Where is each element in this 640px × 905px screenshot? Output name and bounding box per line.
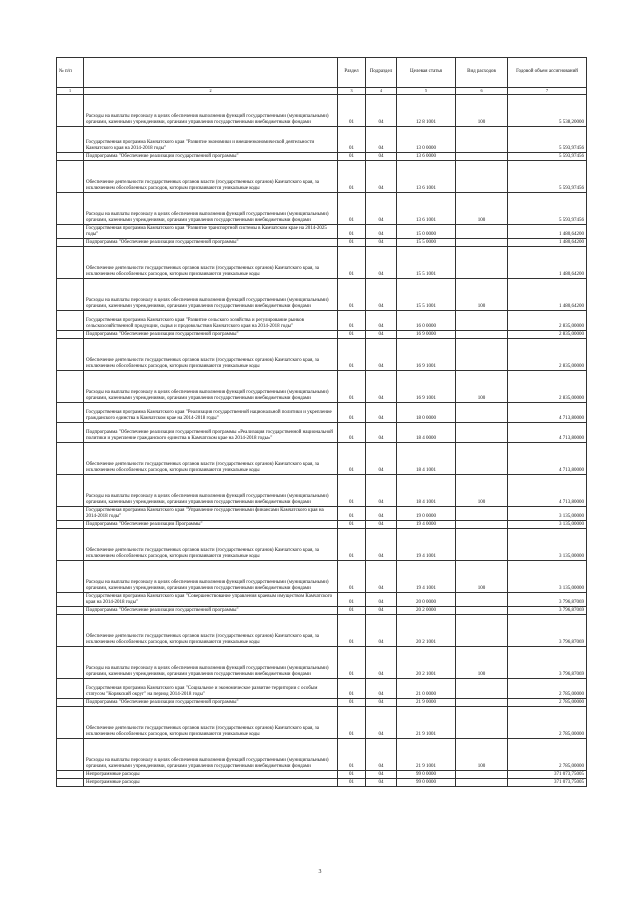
row-expense-type-cell: [456, 771, 508, 779]
row-volume-cell: 1 480,64200: [508, 279, 587, 311]
table-row: [57, 403, 587, 423]
table-row: [57, 739, 587, 771]
row-number-cell: [57, 607, 84, 615]
row-volume-cell: 4 713,80000: [508, 443, 587, 475]
table-row: [57, 339, 587, 371]
row-target-cell: 15 5 0000: [397, 239, 456, 247]
row-section-cell: 01: [338, 423, 366, 443]
row-subsection-cell: 04: [366, 647, 397, 679]
row-target-cell: 19 4 0000: [397, 521, 456, 529]
row-number-cell: [57, 153, 84, 161]
row-expense-type-cell: [456, 699, 508, 707]
row-subsection-cell: 04: [366, 529, 397, 561]
row-subsection-cell: 04: [366, 593, 397, 607]
table-header: [57, 58, 587, 88]
row-volume-cell: 2 835,00000: [508, 331, 587, 339]
table-row: [57, 561, 587, 593]
row-number-cell: [57, 529, 84, 561]
row-volume-cell: 2 835,00000: [508, 311, 587, 331]
table-row: [57, 193, 587, 225]
row-subsection-cell: 04: [366, 423, 397, 443]
row-target-cell: 18 4 1001: [397, 475, 456, 507]
row-section-cell: 01: [338, 529, 366, 561]
header-expense-type: Вид расходов: [456, 58, 508, 88]
row-expense-type-cell: [456, 521, 508, 529]
table-row: [57, 153, 587, 161]
row-name-cell: Обеспечение деятельности государственных органов власти (государственных органов) Камчатского края, за исключением обособленных расходов, которым присваиваются уникальные коды: [84, 707, 338, 739]
row-section-cell: 01: [338, 779, 366, 787]
header-annual-volume: Годовой объем ассигнований: [508, 58, 587, 88]
header-name: [84, 58, 338, 88]
row-name-cell: Расходы на выплаты персоналу в целях обеспечения выполнения функций государственными (муниципальными) органами, казенными учреждениями, органами управления государственными внебюджетными фондами: [84, 739, 338, 771]
table-row: [57, 607, 587, 615]
row-number-cell: [57, 239, 84, 247]
row-section-cell: 01: [338, 647, 366, 679]
row-number-cell: [57, 423, 84, 443]
row-volume-cell: 371 073,75005: [508, 779, 587, 787]
row-volume-cell: 4 713,80000: [508, 475, 587, 507]
table-row: [57, 615, 587, 647]
table-row: [57, 521, 587, 529]
row-subsection-cell: 04: [366, 707, 397, 739]
row-name-cell: Расходы на выплаты персоналу в целях обеспечения выполнения функций государственными (муниципальными) органами, казенными учреждениями, органами управления государственными внебюджетными фондами: [84, 647, 338, 679]
row-target-cell: 21 0 0000: [397, 679, 456, 699]
row-expense-type-cell: 100: [456, 739, 508, 771]
row-name-cell: Обеспечение деятельности государственных органов власти (государственных органов) Камчатского края, за исключением обособленных расходов, которым присваиваются уникальные коды: [84, 339, 338, 371]
row-section-cell: 01: [338, 331, 366, 339]
row-number-cell: [57, 311, 84, 331]
row-expense-type-cell: [456, 239, 508, 247]
row-subsection-cell: 04: [366, 699, 397, 707]
row-name-cell: Обеспечение деятельности государственных органов власти (государственных органов) Камчатского края, за исключением обособленных расходов, которым присваиваются уникальные коды: [84, 529, 338, 561]
row-number-cell: [57, 739, 84, 771]
row-expense-type-cell: [456, 607, 508, 615]
row-subsection-cell: 04: [366, 371, 397, 403]
row-volume-cell: 1 480,64200: [508, 239, 587, 247]
row-name-cell: Государственная программа Камчатского края "Совершенствование управления краевым имуществом Камчатского края на 2014-2018 годы": [84, 593, 338, 607]
row-expense-type-cell: [456, 423, 508, 443]
row-target-cell: 15 5 1001: [397, 279, 456, 311]
row-name-cell: Подпрограмма "Обеспечение реализации Программы": [84, 521, 338, 529]
row-name-cell: Расходы на выплаты персоналу в целях обеспечения выполнения функций государственными (муниципальными) органами, казенными учреждениями, органами управления государственными внебюджетными фондами: [84, 193, 338, 225]
row-subsection-cell: 04: [366, 403, 397, 423]
row-number-cell: [57, 371, 84, 403]
row-target-cell: 19 4 1001: [397, 529, 456, 561]
row-expense-type-cell: 100: [456, 475, 508, 507]
row-section-cell: 01: [338, 403, 366, 423]
row-target-cell: 13 6 0000: [397, 153, 456, 161]
row-number-cell: [57, 779, 84, 787]
row-subsection-cell: 04: [366, 339, 397, 371]
row-section-cell: 01: [338, 339, 366, 371]
row-expense-type-cell: [456, 153, 508, 161]
row-volume-cell: 3 796,87069: [508, 647, 587, 679]
row-volume-cell: 4 713,80000: [508, 423, 587, 443]
row-expense-type-cell: [456, 225, 508, 239]
header-num: № п/п: [57, 58, 84, 88]
row-number-cell: [57, 279, 84, 311]
row-volume-cell: 2 785,00000: [508, 679, 587, 699]
row-volume-cell: 5 593,97456: [508, 193, 587, 225]
row-expense-type-cell: [456, 779, 508, 787]
row-target-cell: 21 9 1001: [397, 707, 456, 739]
row-volume-cell: 5 538,20000: [508, 95, 587, 127]
row-target-cell: 16 9 1001: [397, 371, 456, 403]
row-number-cell: [57, 561, 84, 593]
row-volume-cell: 3 135,00000: [508, 529, 587, 561]
row-volume-cell: 3 135,00000: [508, 521, 587, 529]
column-index-row: [57, 88, 587, 95]
row-target-cell: 15 0 0000: [397, 225, 456, 239]
row-number-cell: [57, 647, 84, 679]
table-row: [57, 475, 587, 507]
row-number-cell: [57, 771, 84, 779]
row-section-cell: 01: [338, 699, 366, 707]
index-cell: 4: [366, 88, 397, 95]
row-name-cell: Государственная программа Камчатского края "Развитие транспортной системы в Камчатском крае на 2014-2025 годы": [84, 225, 338, 239]
row-expense-type-cell: 100: [456, 95, 508, 127]
row-expense-type-cell: [456, 443, 508, 475]
row-expense-type-cell: [456, 615, 508, 647]
row-number-cell: [57, 193, 84, 225]
row-subsection-cell: 04: [366, 153, 397, 161]
table-row: [57, 771, 587, 779]
table-row: [57, 279, 587, 311]
row-section-cell: 01: [338, 371, 366, 403]
budget-table: [56, 57, 587, 787]
row-target-cell: 21 9 0000: [397, 699, 456, 707]
row-expense-type-cell: [456, 593, 508, 607]
row-volume-cell: 3 135,00000: [508, 561, 587, 593]
table-row: [57, 239, 587, 247]
table-row: [57, 593, 587, 607]
row-number-cell: [57, 507, 84, 521]
row-section-cell: 01: [338, 161, 366, 193]
row-number-cell: [57, 331, 84, 339]
header-subsection: Подраздел: [366, 58, 397, 88]
row-volume-cell: 5 593,97456: [508, 161, 587, 193]
row-subsection-cell: 04: [366, 279, 397, 311]
row-section-cell: 01: [338, 239, 366, 247]
row-section-cell: 01: [338, 607, 366, 615]
row-subsection-cell: 04: [366, 193, 397, 225]
row-subsection-cell: 04: [366, 679, 397, 699]
row-number-cell: [57, 593, 84, 607]
row-volume-cell: 371 073,75005: [508, 771, 587, 779]
row-target-cell: 18 4 0000: [397, 423, 456, 443]
index-cell: 1: [57, 88, 84, 95]
row-name-cell: Обеспечение деятельности государственных органов власти (государственных органов) Камчатского края, за исключением обособленных расходов, которым присваиваются уникальные коды: [84, 161, 338, 193]
row-number-cell: [57, 615, 84, 647]
row-expense-type-cell: 100: [456, 561, 508, 593]
row-name-cell: Подпрограмма "Обеспечение реализации государственной программы": [84, 607, 338, 615]
row-target-cell: 13 0 0000: [397, 127, 456, 153]
row-subsection-cell: 04: [366, 521, 397, 529]
row-section-cell: 01: [338, 95, 366, 127]
row-volume-cell: 3 796,87069: [508, 593, 587, 607]
row-subsection-cell: 04: [366, 507, 397, 521]
table-row: [57, 707, 587, 739]
row-subsection-cell: 04: [366, 239, 397, 247]
row-target-cell: 19 4 1001: [397, 561, 456, 593]
index-cell: 7: [508, 88, 587, 95]
row-subsection-cell: 04: [366, 443, 397, 475]
index-cell: 3: [338, 88, 366, 95]
row-expense-type-cell: [456, 507, 508, 521]
header-target: Целевая статья: [397, 58, 456, 88]
row-number-cell: [57, 707, 84, 739]
table-row: [57, 225, 587, 239]
row-subsection-cell: 04: [366, 561, 397, 593]
row-target-cell: 19 0 0000: [397, 507, 456, 521]
row-name-cell: Государственная программа Камчатского края "Развитие экономики и внешнеэкономической деятельности Камчатского края на 2014-2018 годы": [84, 127, 338, 153]
table-body: [57, 88, 587, 787]
row-section-cell: 01: [338, 443, 366, 475]
row-expense-type-cell: [456, 331, 508, 339]
row-expense-type-cell: [456, 529, 508, 561]
row-name-cell: Государственная программа Камчатского края "Реализация государственной национальной политики и укрепление гражданского единства в Камчатском крае на 2014-2018 годы": [84, 403, 338, 423]
row-target-cell: 13 6 1001: [397, 193, 456, 225]
row-volume-cell: 1 480,64200: [508, 225, 587, 239]
index-cell: 6: [456, 88, 508, 95]
table-row: [57, 507, 587, 521]
row-section-cell: 01: [338, 127, 366, 153]
row-expense-type-cell: [456, 311, 508, 331]
row-expense-type-cell: 100: [456, 371, 508, 403]
row-expense-type-cell: 100: [456, 193, 508, 225]
row-target-cell: 20 2 0000: [397, 607, 456, 615]
row-section-cell: 01: [338, 771, 366, 779]
row-volume-cell: 5 593,97456: [508, 153, 587, 161]
row-section-cell: 01: [338, 193, 366, 225]
row-name-cell: Расходы на выплаты персоналу в целях обеспечения выполнения функций государственными (муниципальными) органами, казенными учреждениями, органами управления государственными внебюджетными фондами: [84, 561, 338, 593]
row-volume-cell: 3 796,87069: [508, 615, 587, 647]
row-subsection-cell: 04: [366, 739, 397, 771]
table-row: [57, 699, 587, 707]
table-row: [57, 679, 587, 699]
row-target-cell: 99 0 0000: [397, 771, 456, 779]
row-number-cell: [57, 95, 84, 127]
row-expense-type-cell: [456, 247, 508, 279]
table-row: [57, 247, 587, 279]
row-number-cell: [57, 247, 84, 279]
row-subsection-cell: 04: [366, 779, 397, 787]
row-target-cell: 16 0 0000: [397, 311, 456, 331]
table-row: [57, 647, 587, 679]
row-expense-type-cell: [456, 679, 508, 699]
row-name-cell: Расходы на выплаты персоналу в целях обеспечения выполнения функций государственными (муниципальными) органами, казенными учреждениями, органами управления государственными внебюджетными фондами: [84, 95, 338, 127]
row-target-cell: 13 6 1001: [397, 161, 456, 193]
row-name-cell: Обеспечение деятельности государственных органов власти (государственных органов) Камчатского края, за исключением обособленных расходов, которым присваиваются уникальные коды: [84, 443, 338, 475]
row-expense-type-cell: [456, 127, 508, 153]
row-expense-type-cell: [456, 161, 508, 193]
row-number-cell: [57, 521, 84, 529]
row-expense-type-cell: 100: [456, 279, 508, 311]
row-volume-cell: 5 593,97456: [508, 127, 587, 153]
row-section-cell: 01: [338, 279, 366, 311]
row-subsection-cell: 04: [366, 475, 397, 507]
row-volume-cell: 3 135,00000: [508, 507, 587, 521]
row-name-cell: Подпрограмма "Обеспечение реализации государственной программы": [84, 153, 338, 161]
row-name-cell: Подпрограмма "Обеспечение реализации государственной программы": [84, 699, 338, 707]
table-row: [57, 331, 587, 339]
row-subsection-cell: 04: [366, 311, 397, 331]
table-row: [57, 371, 587, 403]
row-section-cell: 01: [338, 707, 366, 739]
row-number-cell: [57, 225, 84, 239]
row-name-cell: Подпрограмма "Обеспечение реализации государственной программы «Реализация государственной национальной политики и укрепление гражданского единства в Камчатском крае на 2014-2018 годы»": [84, 423, 338, 443]
row-number-cell: [57, 403, 84, 423]
row-volume-cell: 2 785,00000: [508, 707, 587, 739]
row-name-cell: Государственная программа Камчатского края "Социальное и экономическое развитие территории с особым статусом "Корякский округ" на период 2014-2018 годы": [84, 679, 338, 699]
table-row: [57, 311, 587, 331]
row-expense-type-cell: [456, 707, 508, 739]
row-target-cell: 15 5 1001: [397, 247, 456, 279]
header-section: Раздел: [338, 58, 366, 88]
row-target-cell: 16 9 1001: [397, 339, 456, 371]
row-section-cell: 01: [338, 739, 366, 771]
row-name-cell: Расходы на выплаты персоналу в целях обеспечения выполнения функций государственными (муниципальными) органами, казенными учреждениями, органами управления государственными внебюджетными фондами: [84, 279, 338, 311]
row-name-cell: Государственная программа Камчатского края "Развитие сельского хозяйства и регулирование рынков сельскохозяйственной продукции, сырья и продовольствия Камчатского края на 2014-2018 годы": [84, 311, 338, 331]
row-volume-cell: 3 796,87069: [508, 607, 587, 615]
row-name-cell: Обеспечение деятельности государственных органов власти (государственных органов) Камчатского края, за исключением обособленных расходов, которым присваиваются уникальные коды: [84, 247, 338, 279]
row-number-cell: [57, 443, 84, 475]
row-section-cell: 01: [338, 593, 366, 607]
row-section-cell: 01: [338, 507, 366, 521]
row-section-cell: 01: [338, 679, 366, 699]
row-subsection-cell: 04: [366, 615, 397, 647]
table-row: [57, 779, 587, 787]
row-target-cell: 12 8 1001: [397, 95, 456, 127]
row-name-cell: Расходы на выплаты персоналу в целях обеспечения выполнения функций государственными (муниципальными) органами, казенными учреждениями, органами управления государственными внебюджетными фондами: [84, 475, 338, 507]
table-row: [57, 127, 587, 153]
row-volume-cell: 2 835,00000: [508, 371, 587, 403]
row-name-cell: Обеспечение деятельности государственных органов власти (государственных органов) Камчатского края, за исключением обособленных расходов, которым присваиваются уникальные коды: [84, 615, 338, 647]
row-name-cell: Расходы на выплаты персоналу в целях обеспечения выполнения функций государственными (муниципальными) органами, казенными учреждениями, органами управления государственными внебюджетными фондами: [84, 371, 338, 403]
row-section-cell: 01: [338, 521, 366, 529]
row-expense-type-cell: [456, 339, 508, 371]
row-target-cell: 18 0 0000: [397, 403, 456, 423]
row-name-cell: Подпрограмма "Обеспечение реализации государственной программы": [84, 239, 338, 247]
index-cell: 5: [397, 88, 456, 95]
row-volume-cell: 2 785,00000: [508, 739, 587, 771]
index-cell: 2: [84, 88, 338, 95]
table-row: [57, 443, 587, 475]
row-number-cell: [57, 161, 84, 193]
row-number-cell: [57, 339, 84, 371]
row-name-cell: Непрограммные расходы: [84, 779, 338, 787]
row-volume-cell: 1 480,64200: [508, 247, 587, 279]
row-volume-cell: 2 785,00000: [508, 699, 587, 707]
row-subsection-cell: 04: [366, 331, 397, 339]
row-target-cell: 16 9 0000: [397, 331, 456, 339]
row-expense-type-cell: 100: [456, 647, 508, 679]
row-target-cell: 99 0 0000: [397, 779, 456, 787]
row-target-cell: 20 2 1001: [397, 615, 456, 647]
page-number: 3: [318, 869, 322, 875]
row-target-cell: 20 0 0000: [397, 593, 456, 607]
row-number-cell: [57, 679, 84, 699]
row-volume-cell: 4 713,80000: [508, 403, 587, 423]
row-section-cell: 01: [338, 247, 366, 279]
row-subsection-cell: 04: [366, 225, 397, 239]
row-section-cell: 01: [338, 153, 366, 161]
row-subsection-cell: 04: [366, 161, 397, 193]
row-number-cell: [57, 475, 84, 507]
table-row: [57, 95, 587, 127]
row-volume-cell: 2 835,00000: [508, 339, 587, 371]
budget-table-sheet: [56, 57, 586, 787]
row-number-cell: [57, 127, 84, 153]
row-subsection-cell: 04: [366, 247, 397, 279]
row-name-cell: Государственная программа Камчатского края "Управление государственными финансами Камчатского края на 2014-2018 годы": [84, 507, 338, 521]
row-subsection-cell: 04: [366, 127, 397, 153]
row-target-cell: 18 4 1001: [397, 443, 456, 475]
table-row: [57, 423, 587, 443]
row-expense-type-cell: [456, 403, 508, 423]
row-target-cell: 21 9 1001: [397, 739, 456, 771]
row-section-cell: 01: [338, 225, 366, 239]
row-section-cell: 01: [338, 311, 366, 331]
table-row: [57, 161, 587, 193]
row-name-cell: Подпрограмма "Обеспечение реализации государственной программы": [84, 331, 338, 339]
row-subsection-cell: 04: [366, 771, 397, 779]
row-subsection-cell: 04: [366, 95, 397, 127]
row-target-cell: 20 2 1001: [397, 647, 456, 679]
row-section-cell: 01: [338, 615, 366, 647]
table-row: [57, 529, 587, 561]
row-section-cell: 01: [338, 561, 366, 593]
row-number-cell: [57, 699, 84, 707]
row-section-cell: 01: [338, 475, 366, 507]
row-name-cell: Непрограммные расходы: [84, 771, 338, 779]
row-subsection-cell: 04: [366, 607, 397, 615]
